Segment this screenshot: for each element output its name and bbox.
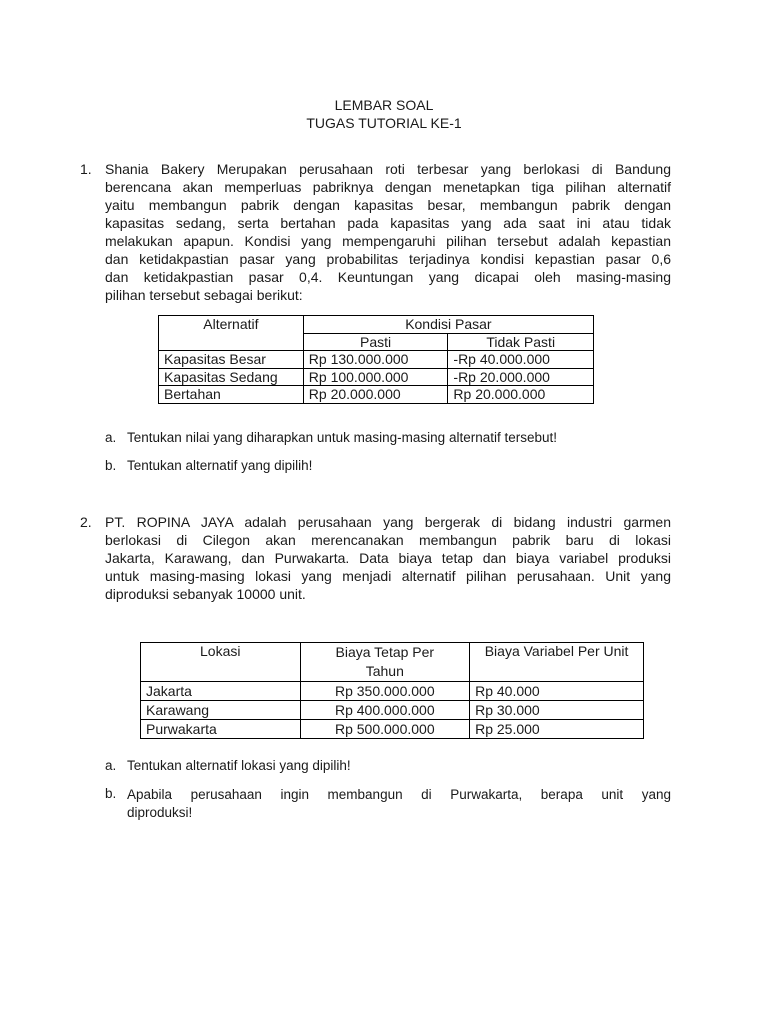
table-row: [159, 368, 594, 386]
text-line: Jakarta, Karawang, dan Purwakarta. Data biaya tetap dan biaya variabel produksi: [105, 550, 671, 566]
cell-tidak-pasti: -Rp 20.000.000: [448, 368, 594, 386]
cost-table: [140, 642, 644, 739]
text-line: Shania Bakery Merupakan perusahaan roti terbesar yang berlokasi di Bandung: [105, 161, 671, 177]
cell-biaya-tetap: Rp 500.000.000: [300, 720, 470, 739]
question-2b-label: b.: [105, 786, 117, 801]
cell-pasti: Rp 20.000.000: [303, 386, 448, 404]
cell-tidak-pasti: Rp 20.000.000: [448, 386, 594, 404]
cell-pasti: Rp 100.000.000: [303, 368, 448, 386]
question-text: [105, 160, 671, 304]
sheet-title: LEMBAR SOAL: [334, 97, 434, 113]
cell-lokasi: Jakarta: [141, 682, 301, 701]
text-line: melakukan apapun. Kondisi yang mempengaruhi pilihan tersebut adalah kepastian: [105, 233, 671, 249]
sub-label: b.: [105, 458, 117, 473]
header-alternatif: Alternatif: [159, 316, 304, 351]
text-line: dan ketidakpastian pasar yang probabilitas terjadinya kondisi kepastian pasar 0,6: [105, 251, 671, 267]
header-biaya-tetap: [300, 643, 470, 682]
cell-lokasi: Purwakarta: [141, 720, 301, 739]
cell-alternatif: Kapasitas Sedang: [159, 368, 304, 386]
question-1b: [105, 458, 312, 473]
question-1a: [105, 430, 557, 445]
question-number: 2.: [80, 514, 92, 530]
sheet-subtitle: TUGAS TUTORIAL KE-1: [306, 115, 462, 131]
table-row: [141, 720, 644, 739]
text-line: diproduksi sebanyak 10000 unit.: [105, 586, 306, 602]
cell-pasti: Rp 130.000.000: [303, 351, 448, 369]
text-line: kapasitas sedang, serta bertahan pada kapasitas yang ada saat ini atau tidak: [105, 215, 671, 231]
text-line: berencana akan memperluas pabriknya dengan menetapkan tiga pilihan alternatif: [105, 179, 671, 195]
sub-text: Tentukan alternatif yang dipilih!: [127, 458, 313, 473]
question-text: [105, 513, 671, 603]
question-2b-text: [127, 786, 671, 822]
profit-table: [158, 315, 594, 404]
table-row: [141, 682, 644, 701]
text-line: pilihan tersebut sebagai berikut:: [105, 287, 303, 303]
cell-biaya-variabel: Rp 25.000: [470, 720, 644, 739]
header-kondisi-pasar: Kondisi Pasar: [303, 316, 593, 334]
table-row: [141, 701, 644, 720]
text-line: yaitu membangun pabrik dengan kapasitas besar, membangun pabrik dengan: [105, 197, 671, 213]
sub-label: a.: [105, 430, 117, 445]
text-line: Apabila perusahaan ingin membangun di Purwakarta, berapa unit yang: [127, 787, 671, 802]
question-2a: [105, 758, 351, 773]
header-line: Biaya Tetap Per: [335, 644, 435, 660]
table-row: [159, 386, 594, 404]
header-pasti: Pasti: [303, 333, 448, 351]
cell-alternatif: Bertahan: [159, 386, 304, 404]
text-line: untuk masing-masing lokasi yang menjadi alternatif pilihan perusahaan. Unit yang: [105, 568, 671, 584]
text-line: dan ketidakpastian pasar 0,4. Keuntungan yang dicapai oleh masing-masing: [105, 269, 671, 285]
question-number: 1.: [80, 161, 92, 177]
text-line: diproduksi!: [127, 805, 193, 820]
header-tidak-pasti: Tidak Pasti: [448, 333, 594, 351]
cell-biaya-tetap: Rp 400.000.000: [300, 701, 470, 720]
cell-alternatif: Kapasitas Besar: [159, 351, 304, 369]
cell-tidak-pasti: -Rp 40.000.000: [448, 351, 594, 369]
sub-text: Tentukan alternatif lokasi yang dipilih!: [127, 758, 351, 773]
table-row: [159, 351, 594, 369]
cell-lokasi: Karawang: [141, 701, 301, 720]
sub-text: Tentukan nilai yang diharapkan untuk masing-masing alternatif tersebut!: [127, 430, 558, 445]
sub-label: a.: [105, 758, 117, 773]
cell-biaya-tetap: Rp 350.000.000: [300, 682, 470, 701]
text-line: PT. ROPINA JAYA adalah perusahaan yang bergerak di bidang industri garmen: [105, 514, 671, 530]
header-line: Tahun: [365, 663, 404, 679]
header-lokasi: Lokasi: [141, 643, 301, 682]
cell-biaya-variabel: Rp 30.000: [470, 701, 644, 720]
cell-biaya-variabel: Rp 40.000: [470, 682, 644, 701]
header-biaya-variabel: Biaya Variabel Per Unit: [470, 643, 644, 682]
text-line: berlokasi di Cilegon akan merencanakan membangun pabrik baru di lokasi: [105, 532, 671, 548]
